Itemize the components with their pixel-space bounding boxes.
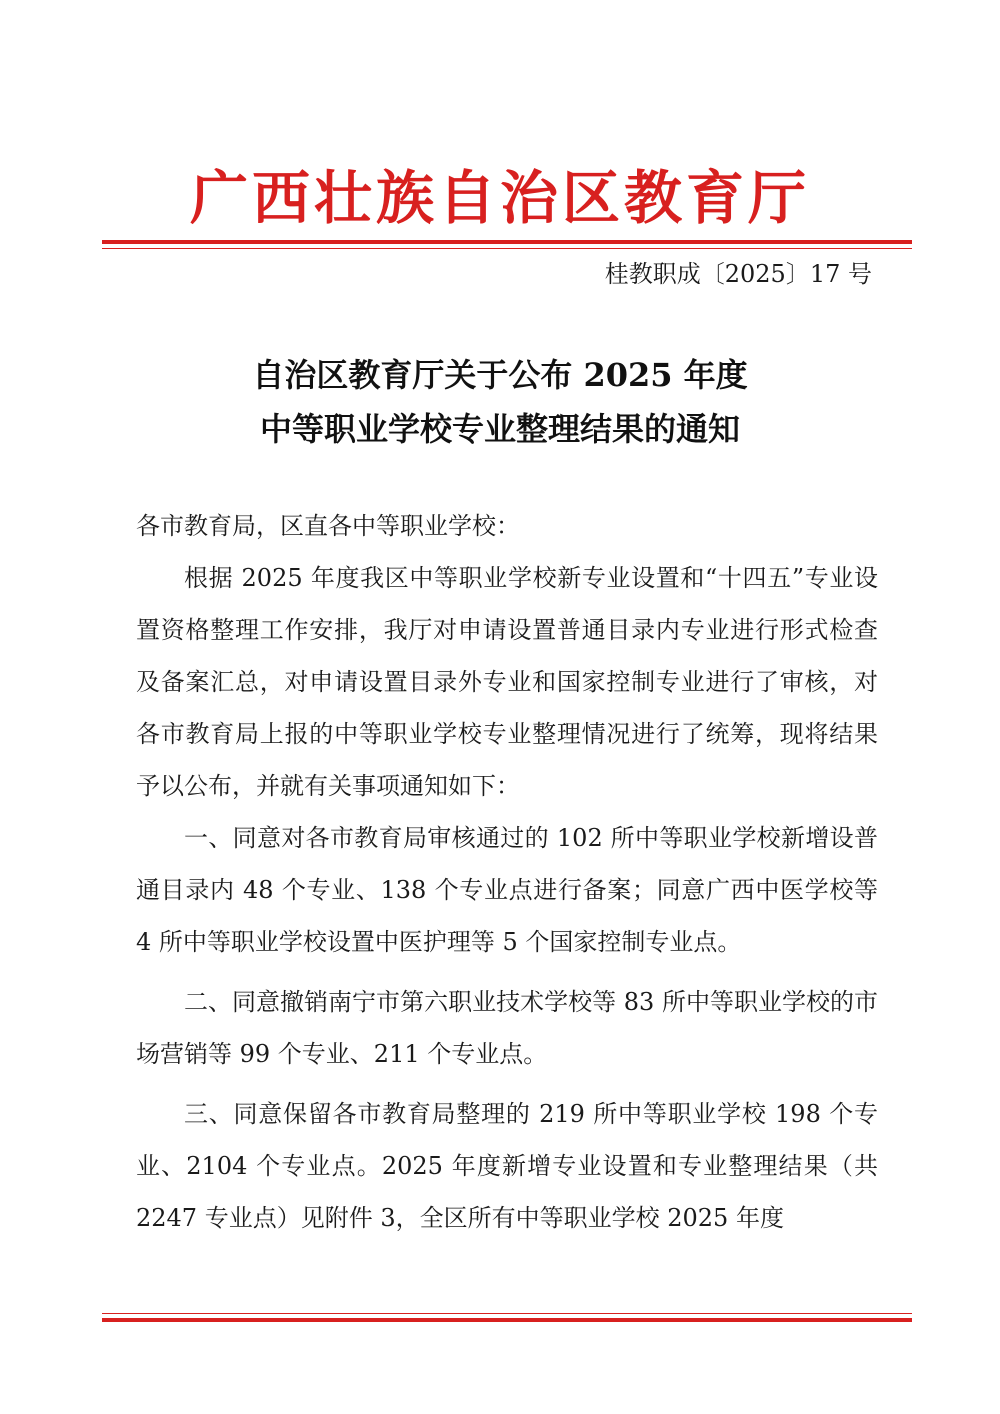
header-divider-thick: [102, 240, 912, 244]
footer-divider-thin: [102, 1313, 912, 1314]
item-1-paragraph: 一、同意对各市教育局审核通过的 102 所中等职业学校新增设普通目录内 48 个专业、138 个专业点进行备案；同意广西中医学校等 4 所中等职业学校设置中医护理等 5 个国家控制专业点。: [136, 824, 878, 956]
issuing-agency-masthead: 广西壮族自治区教育厅: [189, 164, 810, 232]
intro-paragraph: 根据 2025 年度我区中等职业学校新专业设置和“十四五”专业设置资格整理工作安排，我厅对申请设置普通目录内专业进行形式检查及备案汇总，对申请设置目录外专业和国家控制专业进行了审核，对各市教育局上报的中等职业学校专业整理情况进行了统筹，现将结果予以公布，并就有关事项通知如下：: [136, 564, 878, 800]
salutation: 各市教育局，区直各中等职业学校：: [136, 512, 520, 540]
document-title: [100, 348, 900, 456]
item-2-paragraph: 二、同意撤销南宁市第六职业技术学校等 83 所中等职业学校的市场营销等 99 个专业、211 个专业点。: [136, 988, 878, 1068]
footer-divider-thick: [102, 1318, 912, 1322]
header-divider-thin: [102, 248, 912, 249]
document-body: [136, 500, 878, 1244]
item-3-paragraph: 三、同意保留各市教育局整理的 219 所中等职业学校 198 个专业、2104 个专业点。2025 年度新增专业设置和专业整理结果（共 2247 专业点）见附件 3，全区所有中等职业学校 2025 年度: [136, 1100, 878, 1232]
document-number: 桂教职成〔2025〕17 号: [604, 260, 872, 288]
document-title-line-2: 中等职业学校专业整理结果的通知: [259, 410, 740, 448]
document-title-line-1: 自治区教育厅关于公布 2025 年度: [252, 356, 748, 394]
